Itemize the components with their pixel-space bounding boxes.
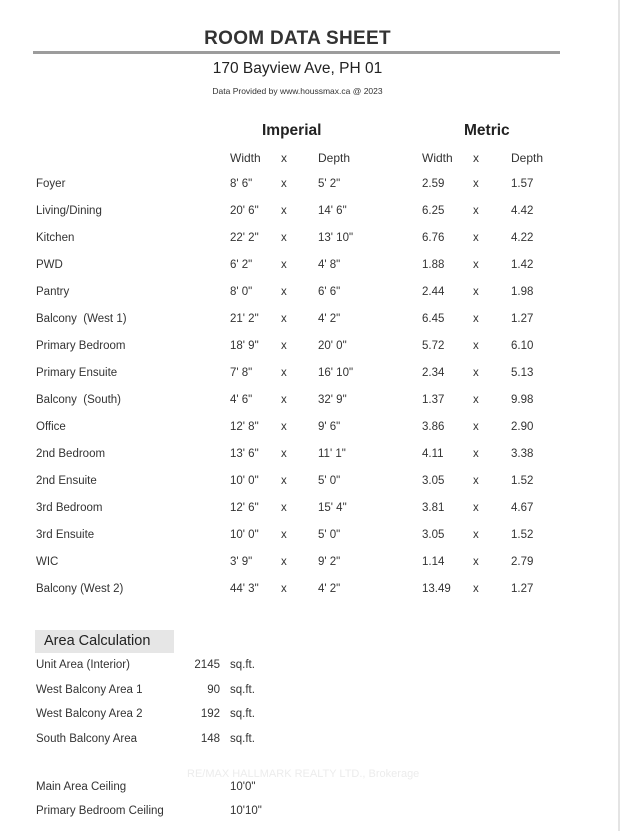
imperial-width: 8' 6" bbox=[230, 178, 253, 190]
times-sign: x bbox=[281, 448, 287, 460]
area-value: 2145 bbox=[194, 659, 220, 671]
table-row bbox=[0, 175, 620, 202]
metric-width: 6.45 bbox=[422, 313, 445, 325]
times-sign: x bbox=[473, 583, 479, 595]
metric-width: 2.34 bbox=[422, 367, 445, 379]
imperial-width: 12' 6" bbox=[230, 502, 259, 514]
imperial-width: 22' 2" bbox=[230, 232, 259, 244]
metric-depth: 2.79 bbox=[511, 556, 534, 568]
imperial-depth: 16' 10" bbox=[318, 367, 354, 379]
metric-width: 5.72 bbox=[422, 340, 445, 352]
imperial-width: 10' 0" bbox=[230, 529, 259, 541]
imperial-depth: 5' 2" bbox=[318, 178, 341, 190]
ceiling-value: 10'0" bbox=[230, 781, 256, 793]
times-sign: x bbox=[281, 502, 287, 514]
times-sign: x bbox=[473, 421, 479, 433]
area-label: Unit Area (Interior) bbox=[36, 659, 130, 671]
table-row bbox=[0, 202, 620, 229]
metric-depth: 1.27 bbox=[511, 313, 534, 325]
metric-depth: 2.90 bbox=[511, 421, 534, 433]
imperial-width: 4' 6" bbox=[230, 394, 253, 406]
times-sign: x bbox=[473, 556, 479, 568]
room-name: 2nd Ensuite bbox=[36, 475, 97, 487]
times-sign: x bbox=[281, 232, 287, 244]
imperial-depth: 11' 1" bbox=[318, 448, 346, 460]
metric-width: 13.49 bbox=[422, 583, 451, 595]
metric-depth: 3.38 bbox=[511, 448, 534, 460]
times-sign: x bbox=[281, 340, 287, 352]
imperial-depth: 9' 6" bbox=[318, 421, 341, 433]
metric-width: 4.11 bbox=[422, 448, 444, 460]
room-name: Primary Ensuite bbox=[36, 367, 118, 379]
room-name: Balcony (West 2) bbox=[36, 583, 124, 595]
times-sign: x bbox=[281, 178, 287, 190]
imperial-depth: 14' 6" bbox=[318, 205, 347, 217]
imperial-heading: Imperial bbox=[262, 122, 322, 139]
metric-depth: 1.57 bbox=[511, 178, 534, 190]
metric-width: 6.25 bbox=[422, 205, 445, 217]
metric-width: 3.05 bbox=[422, 475, 445, 487]
times-sign: x bbox=[281, 259, 287, 271]
room-name: 2nd Bedroom bbox=[36, 448, 106, 460]
metric-width: 3.81 bbox=[422, 502, 445, 514]
table-row bbox=[0, 526, 620, 553]
room-name: Balcony (South) bbox=[36, 394, 122, 406]
ceiling-label: Main Area Ceiling bbox=[36, 781, 127, 793]
area-value: 148 bbox=[200, 733, 220, 745]
metric-depth: 1.52 bbox=[511, 529, 534, 541]
area-value: 192 bbox=[200, 708, 220, 720]
area-row bbox=[0, 659, 620, 679]
imperial-depth: 5' 0" bbox=[318, 475, 341, 487]
imperial-width: 3' 9" bbox=[230, 556, 253, 568]
room-name: 3rd Ensuite bbox=[36, 529, 95, 541]
imperial-width: 12' 8" bbox=[230, 421, 259, 433]
times-sign: x bbox=[281, 475, 287, 487]
table-row bbox=[0, 445, 620, 472]
area-label: West Balcony Area 1 bbox=[36, 684, 143, 696]
imperial-depth: 4' 2" bbox=[318, 313, 341, 325]
metric-depth: 1.42 bbox=[511, 259, 534, 271]
metric-depth: 1.52 bbox=[511, 475, 534, 487]
metric-depth: 6.10 bbox=[511, 340, 534, 352]
metric-depth-header: Depth bbox=[511, 151, 544, 165]
times-sign: x bbox=[473, 205, 479, 217]
area-label: South Balcony Area bbox=[36, 733, 138, 745]
table-row bbox=[0, 418, 620, 445]
room-name: Living/Dining bbox=[36, 205, 102, 217]
table-row bbox=[0, 364, 620, 391]
times-sign: x bbox=[281, 286, 287, 298]
metric-depth: 1.27 bbox=[511, 583, 534, 595]
metric-depth: 4.67 bbox=[511, 502, 534, 514]
times-sign: x bbox=[281, 421, 287, 433]
room-name: PWD bbox=[36, 259, 63, 271]
times-sign: x bbox=[281, 205, 287, 217]
imperial-depth: 4' 2" bbox=[318, 583, 341, 595]
area-row bbox=[0, 684, 620, 704]
table-row bbox=[0, 553, 620, 580]
room-name: 3rd Bedroom bbox=[36, 502, 103, 514]
times-sign: x bbox=[473, 502, 479, 514]
page-title: ROOM DATA SHEET bbox=[204, 28, 391, 49]
metric-width: 1.37 bbox=[422, 394, 445, 406]
imperial-depth: 20' 0" bbox=[318, 340, 347, 352]
room-name: Primary Bedroom bbox=[36, 340, 126, 352]
times-sign: x bbox=[473, 448, 479, 460]
room-name: Office bbox=[36, 421, 66, 433]
data-source-note: Data Provided by www.houssmax.ca @ 2023 bbox=[212, 86, 383, 96]
area-calculation-heading: Area Calculation bbox=[35, 630, 174, 653]
room-table bbox=[0, 175, 620, 607]
imperial-width: 18' 9" bbox=[230, 340, 259, 352]
table-row bbox=[0, 229, 620, 256]
metric-depth: 4.22 bbox=[511, 232, 534, 244]
times-sign: x bbox=[281, 583, 287, 595]
imperial-width: 7' 8" bbox=[230, 367, 253, 379]
imperial-width: 8' 0" bbox=[230, 286, 253, 298]
times-sign: x bbox=[473, 178, 479, 190]
metric-width: 1.14 bbox=[422, 556, 445, 568]
ceiling-value: 10'10" bbox=[230, 805, 262, 817]
table-row bbox=[0, 256, 620, 283]
times-sign: x bbox=[281, 367, 287, 379]
imperial-width: 21' 2" bbox=[230, 313, 259, 325]
title-divider bbox=[33, 51, 560, 54]
imperial-width: 13' 6" bbox=[230, 448, 259, 460]
table-row bbox=[0, 283, 620, 310]
times-sign: x bbox=[473, 475, 479, 487]
area-unit: sq.ft. bbox=[230, 659, 255, 671]
metric-width: 1.88 bbox=[422, 259, 445, 271]
metric-heading: Metric bbox=[464, 122, 510, 139]
table-row bbox=[0, 310, 620, 337]
area-unit: sq.ft. bbox=[230, 708, 255, 720]
imperial-depth: 5' 0" bbox=[318, 529, 341, 541]
area-unit: sq.ft. bbox=[230, 684, 255, 696]
imperial-width: 6' 2" bbox=[230, 259, 253, 271]
area-row bbox=[0, 733, 620, 753]
times-sign: x bbox=[473, 367, 479, 379]
imperial-width: 20' 6" bbox=[230, 205, 259, 217]
times-sign: x bbox=[473, 340, 479, 352]
area-row bbox=[0, 708, 620, 728]
imperial-depth: 13' 10" bbox=[318, 232, 354, 244]
imperial-depth: 9' 2" bbox=[318, 556, 341, 568]
times-sign: x bbox=[281, 313, 287, 325]
property-address: 170 Bayview Ave, PH 01 bbox=[212, 60, 383, 77]
times-sign: x bbox=[281, 394, 287, 406]
area-unit: sq.ft. bbox=[230, 733, 255, 745]
metric-depth: 5.13 bbox=[511, 367, 534, 379]
times-sign: x bbox=[281, 529, 287, 541]
imperial-width: 44' 3" bbox=[230, 583, 259, 595]
imperial-depth-header: Depth bbox=[318, 151, 351, 165]
metric-width: 2.44 bbox=[422, 286, 445, 298]
imperial-depth: 4' 8" bbox=[318, 259, 341, 271]
area-value: 90 bbox=[207, 684, 220, 696]
table-row bbox=[0, 391, 620, 418]
times-sign: x bbox=[473, 286, 479, 298]
room-name: Foyer bbox=[36, 178, 66, 190]
metric-depth: 4.42 bbox=[511, 205, 534, 217]
table-row bbox=[0, 337, 620, 364]
times-sign: x bbox=[473, 259, 479, 271]
times-sign: x bbox=[473, 394, 479, 406]
metric-width: 3.86 bbox=[422, 421, 445, 433]
table-row bbox=[0, 472, 620, 499]
times-sign: x bbox=[281, 556, 287, 568]
metric-depth: 1.98 bbox=[511, 286, 534, 298]
imperial-depth: 6' 6" bbox=[318, 286, 341, 298]
room-name: WIC bbox=[36, 556, 59, 568]
times-sign: x bbox=[473, 529, 479, 541]
times-sign: x bbox=[473, 313, 479, 325]
metric-width: 2.59 bbox=[422, 178, 445, 190]
metric-depth: 9.98 bbox=[511, 394, 534, 406]
metric-width-header: Width bbox=[422, 151, 453, 165]
imperial-width-header: Width bbox=[230, 151, 261, 165]
room-name: Kitchen bbox=[36, 232, 75, 244]
room-name: Pantry bbox=[36, 286, 70, 298]
area-label: West Balcony Area 2 bbox=[36, 708, 143, 720]
imperial-x-header: x bbox=[281, 151, 287, 165]
table-row bbox=[0, 580, 620, 607]
metric-width: 6.76 bbox=[422, 232, 445, 244]
metric-width: 3.05 bbox=[422, 529, 445, 541]
imperial-width: 10' 0" bbox=[230, 475, 259, 487]
times-sign: x bbox=[473, 232, 479, 244]
ceiling-label: Primary Bedroom Ceiling bbox=[36, 805, 164, 817]
brokerage-watermark: RE/MAX HALLMARK REALTY LTD., Brokerage bbox=[187, 768, 420, 780]
imperial-depth: 32' 9" bbox=[318, 394, 347, 406]
metric-x-header: x bbox=[473, 151, 479, 165]
imperial-depth: 15' 4" bbox=[318, 502, 347, 514]
table-row bbox=[0, 499, 620, 526]
room-name: Balcony (West 1) bbox=[36, 313, 127, 325]
